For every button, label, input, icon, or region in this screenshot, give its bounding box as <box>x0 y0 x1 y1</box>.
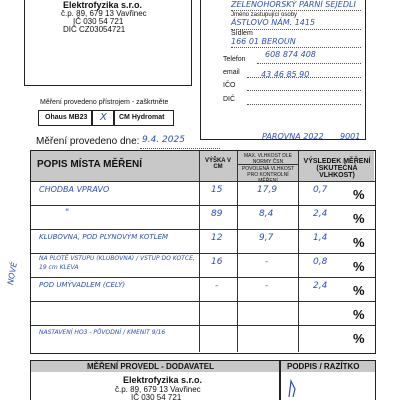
table-row-4-percent: % <box>353 259 365 274</box>
table-row-3-height: 12 <box>211 233 223 243</box>
client-name: ZELENOHORSKÝ PARNÍ SEJEDLI <box>231 0 356 9</box>
table-row-7-percent: % <box>353 331 365 346</box>
ico-value: 43 46 85 90 <box>261 70 310 79</box>
table-row-4-place: NA PLOTĚ VSTUPU (KLUBOVNA) / VSTUP DO KOTCE, 19 cm KLEVA <box>39 255 195 271</box>
measurement-table <box>30 150 376 354</box>
table-row-7-place: NASTAVENÍ HO3 - PŮVODNÍ / KMENIT 9/16 <box>39 329 166 336</box>
table-row-1-norm: 17,9 <box>257 185 278 195</box>
table-row-3-percent: % <box>353 235 365 250</box>
seat-label: Sídlem <box>231 30 253 37</box>
footer-left <box>30 360 280 400</box>
ico-label: IČO <box>223 82 236 89</box>
table-row-2-result: 2,4 <box>313 209 328 219</box>
table-row-6-percent: % <box>353 307 365 322</box>
table-row-3-norm: 9,7 <box>259 233 274 243</box>
table-row-1-place: CHODBA VPRAVO <box>39 185 110 194</box>
seat-value: 166 01 BEROUN <box>231 37 296 46</box>
device-option-ohaus-label: Ohaus MB23 <box>45 114 88 121</box>
company-dic: DIČ CZ03054721 <box>63 25 126 34</box>
date-value: 9.4. 2025 <box>142 135 185 145</box>
table-row-4-norm: - <box>265 257 269 267</box>
company-ic: IČ 030 54 721 <box>73 17 124 26</box>
col-norm-bottom-header: POVOLENÁ VLHKOST PRO KONTROLNÍ MĚŘENÍ <box>241 166 295 184</box>
table-row-4-result: 0,8 <box>313 257 328 267</box>
device-option-ohaus[interactable] <box>38 110 92 126</box>
table-row-1-percent: % <box>353 187 365 202</box>
footer-company: Elektrofyzika s.r.o. <box>123 375 203 385</box>
table-row-2-percent: % <box>353 211 365 226</box>
phone-label: Telefon <box>223 56 246 63</box>
col-height-header: VÝŠKA V CM <box>204 158 232 170</box>
device-title: Měření provedeno přístrojem - zaškrtněte <box>40 99 169 106</box>
table-row-5-percent: % <box>353 283 365 298</box>
date-extra-1: PAROVNA 2022 <box>262 132 324 141</box>
table-row-5-height: - <box>215 281 219 291</box>
device-option-cm-label: CM Hydromat <box>119 114 165 121</box>
table-row-2-height: 89 <box>211 209 223 219</box>
table-row-5-place: POD UMÝVADLEM (CELÝ) <box>39 281 126 289</box>
col-place-header: POPIS MÍSTA MĚŘENÍ <box>37 159 143 170</box>
device-option-cm[interactable] <box>114 110 174 126</box>
footer-right-header: PODPIS / RAZÍTKO <box>287 362 360 371</box>
table-row-1-result: 0,7 <box>313 185 328 195</box>
dic-label: DIČ <box>223 96 236 103</box>
table-row-3-result: 1,4 <box>313 233 328 243</box>
table-row-2-place: " <box>65 208 70 218</box>
phone-value: 608 874 408 <box>265 50 316 59</box>
device-check-box[interactable] <box>92 110 114 126</box>
device-check-mark: X <box>100 112 107 123</box>
side-note: NOVÉ <box>6 261 19 286</box>
footer-address: č.p. 89, 679 13 Vavřinec <box>115 385 201 394</box>
contact-label: Jméno zastupující osoby <box>231 12 298 18</box>
email-label: email <box>223 69 240 76</box>
company-name: Elektrofyzika s.r.o. <box>63 0 143 10</box>
table-row-2-norm: 8,4 <box>259 209 274 219</box>
client-box <box>200 0 366 140</box>
footer-right <box>280 360 376 400</box>
date-label: Měření provedeno dne: <box>36 136 140 147</box>
company-address: č.p. 89, 679 13 Vavřinec <box>61 9 147 18</box>
company-box <box>24 0 192 86</box>
table-row-3-place: KLUBOVNA, POD PLYNOVÝM KOTLEM <box>39 233 169 241</box>
table-row-4-height: 16 <box>211 257 223 267</box>
table-row-1-height: 15 <box>211 185 223 195</box>
col-result-header: VÝSLEDEK MĚŘENÍ (SKUTEČNÁ VLHKOST) <box>303 158 371 179</box>
footer-left-header: MĚŘENÍ PROVEDL - DODAVATEL <box>87 362 214 371</box>
table-row-5-norm: - <box>265 281 269 291</box>
contact-value: ÁSTLOVO NÁM. 1415 <box>231 18 316 27</box>
col-norm-top-header: MAX. VLHKOST DLE NORMY ČSN <box>244 153 292 165</box>
footer-ic: IČ 030 54 721 <box>131 393 182 402</box>
signature-mark <box>281 375 311 399</box>
table-row-5-result: 2,4 <box>313 281 328 291</box>
date-extra-2: 9001 <box>340 132 361 141</box>
